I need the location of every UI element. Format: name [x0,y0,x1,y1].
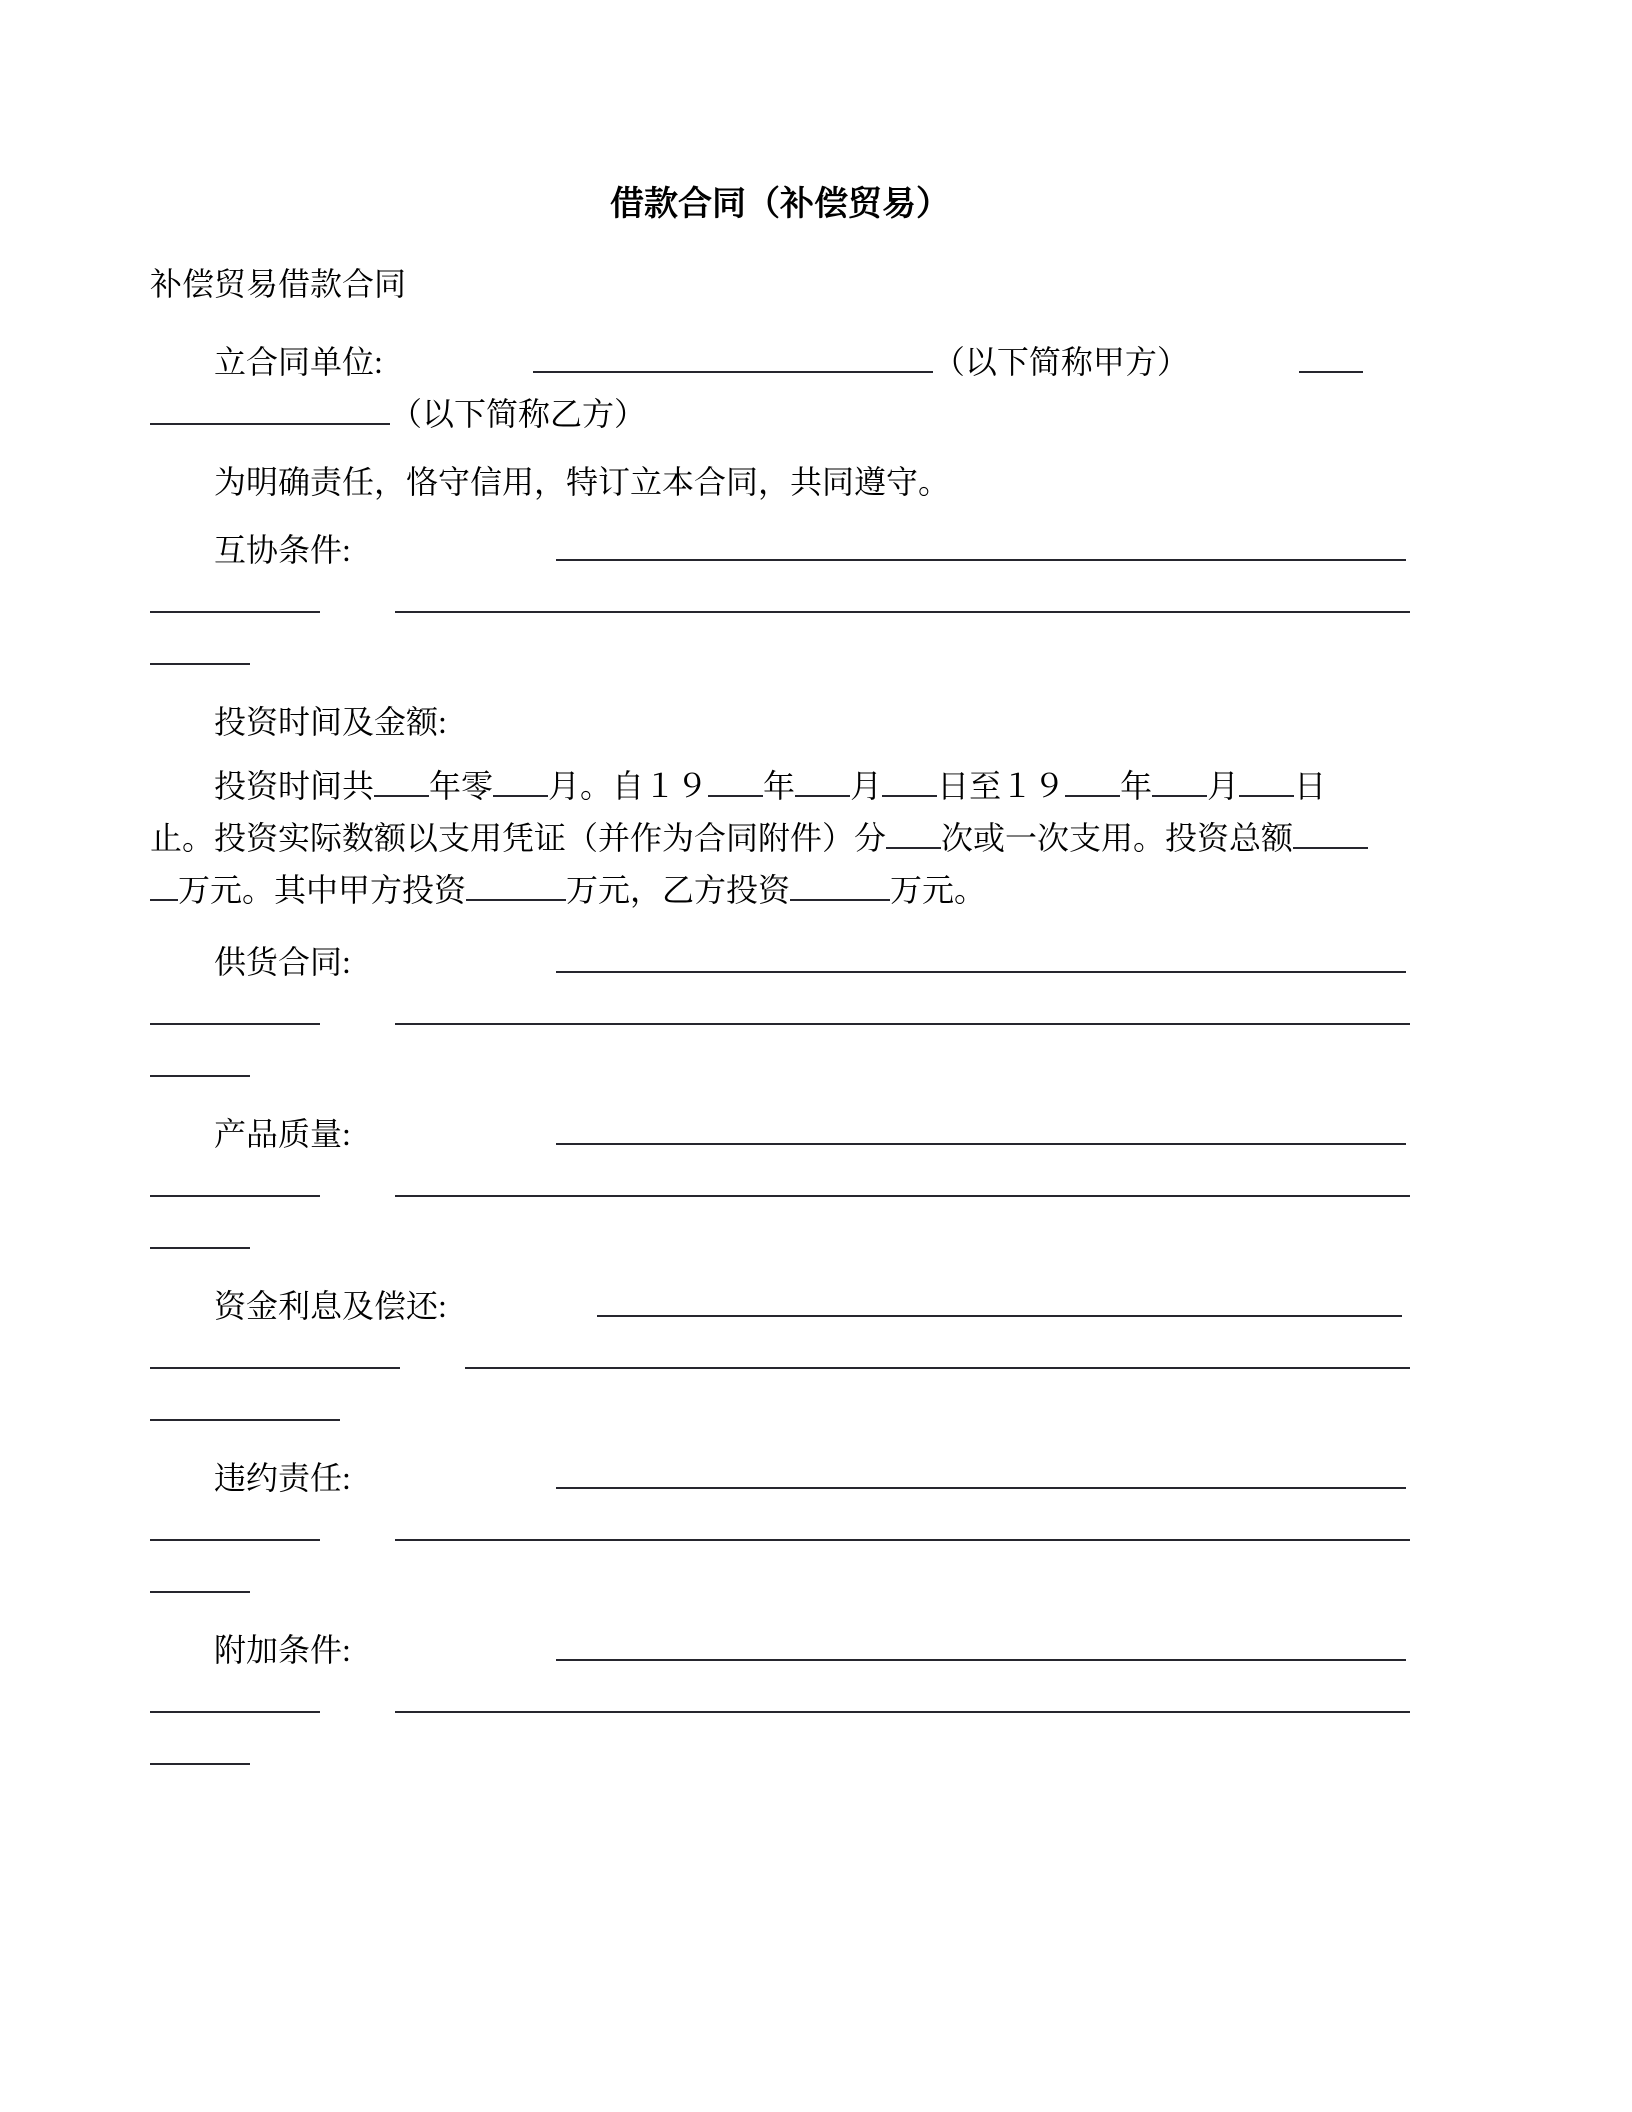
mutual-conditions-line-1 [150,524,1410,576]
investment-time-amount-heading [150,696,1410,748]
text-run: 日 [1294,768,1327,804]
additional-conditions-line-3 [150,1728,1410,1780]
document-title: 借款合同（补偿贸易） [610,185,950,223]
blank-field [150,421,390,425]
text-run: （以下简称乙方） [390,396,647,432]
blank-field [1152,793,1207,797]
blank-field [1293,845,1368,849]
blank-field [150,1365,400,1369]
blank-field [466,897,566,901]
investment-details-line-2 [150,812,1410,864]
blank-field [882,793,937,797]
blank-field [556,557,1406,561]
blank-field [795,793,850,797]
text-run: 万元。其中甲方投资 [178,872,467,908]
blank-field [395,1537,1410,1541]
blank-field [150,897,178,901]
blank-field [493,793,548,797]
blank-field [395,1193,1410,1197]
mutual-conditions-line-3 [150,628,1410,680]
blank-field [556,1485,1406,1489]
blank-field [556,969,1406,973]
text-run: 互协条件: [214,532,351,568]
blank-field [790,897,890,901]
blank-field [150,1073,250,1077]
breach-liability-line-1 [150,1452,1410,1504]
investment-details-line-1 [150,760,1410,812]
blank-field [395,609,1410,613]
blank-field [395,1021,1410,1025]
blank-field [395,1709,1410,1713]
interest-repayment-line-1 [150,1280,1410,1332]
product-quality-line-3 [150,1212,1410,1264]
blank-field [465,1365,1410,1369]
interest-repayment-line-2 [150,1332,1410,1384]
text-run: 违约责任: [214,1460,351,1496]
blank-field [556,1657,1406,1661]
text-run: （以下简称甲方） [932,344,1189,380]
supply-contract-line-3 [150,1040,1410,1092]
blank-field [150,1537,320,1541]
text-run: 万元，乙方投资 [566,872,791,908]
text-run: 月。自１９ [548,768,709,804]
text-run: 月 [850,768,883,804]
blank-field [150,1193,320,1197]
document-subtitle: 补偿贸易借款合同 [150,266,407,302]
contract-parties-line-2 [150,388,1410,440]
text-run: 次或一次支用。投资总额 [941,820,1294,856]
blank-field [1239,793,1294,797]
blank-field [597,1313,1402,1317]
blank-field [150,1417,340,1421]
blank-field [556,1141,1406,1145]
additional-conditions-line-1 [150,1624,1410,1676]
text-run: 附加条件: [214,1632,351,1668]
purpose-statement [150,456,1410,508]
blank-field [150,1245,250,1249]
blank-field [150,1709,320,1713]
text-run: 年 [1120,768,1153,804]
document-body [150,336,1410,1780]
text-run: 投资时间共 [214,768,375,804]
product-quality-line-2 [150,1160,1410,1212]
supply-contract-line-2 [150,988,1410,1040]
text-run: 为明确责任，恪守信用，特订立本合同，共同遵守。 [214,464,951,500]
text-run: 止。投资实际数额以支用凭证（并作为合同附件）分 [150,820,887,856]
blank-field [886,845,941,849]
blank-field [150,1589,250,1593]
contract-parties-line-1 [150,336,1410,388]
additional-conditions-line-2 [150,1676,1410,1728]
blank-field [374,793,429,797]
blank-field [150,1761,250,1765]
blank-field [150,1021,320,1025]
product-quality-line-1 [150,1108,1410,1160]
mutual-conditions-line-2 [150,576,1410,628]
blank-field [533,369,933,373]
text-run: 投资时间及金额: [214,704,447,740]
breach-liability-line-3 [150,1556,1410,1608]
blank-field [150,661,250,665]
text-run: 日至１９ [937,768,1066,804]
text-run: 立合同单位: [214,344,383,380]
text-run: 年 [763,768,796,804]
supply-contract-line-1 [150,936,1410,988]
text-run: 年零 [429,768,494,804]
blank-field [1299,369,1363,373]
text-run: 产品质量: [214,1116,351,1152]
blank-field [708,793,763,797]
text-run: 供货合同: [214,944,351,980]
text-run: 月 [1207,768,1240,804]
interest-repayment-line-3 [150,1384,1410,1436]
investment-details-line-3 [150,864,1410,916]
text-run: 万元。 [890,872,987,908]
blank-field [1065,793,1120,797]
blank-field [150,609,320,613]
text-run: 资金利息及偿还: [214,1288,447,1324]
breach-liability-line-2 [150,1504,1410,1556]
